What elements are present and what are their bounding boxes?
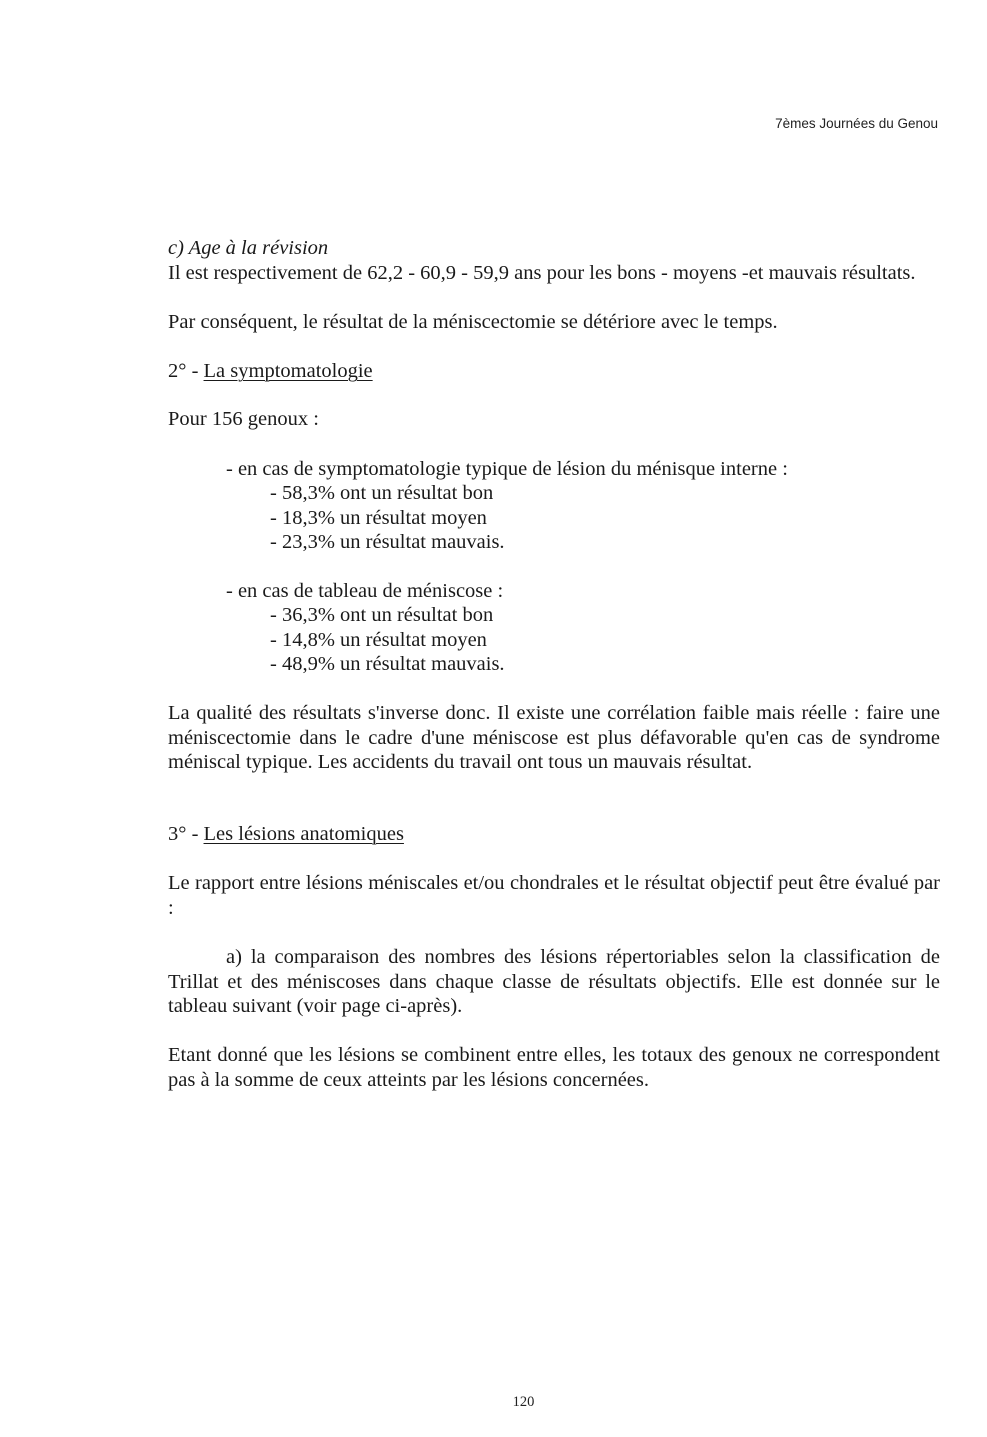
paragraph-age-values: Il est respectivement de 62,2 - 60,9 - 59,9 ans pour les bons - moyens -et mauvais résultats.: [168, 262, 916, 284]
page-number: 120: [512, 1394, 535, 1410]
section-title-symptomatologie: [168, 359, 940, 384]
case-typical-list: [270, 481, 870, 555]
case-meniscose-label: - en cas de tableau de méniscose :: [226, 580, 504, 602]
list-item: - 18,3% un résultat moyen: [270, 506, 487, 529]
section-title-text: Les lésions anatomiques: [203, 823, 404, 845]
paragraph-conclusion: Par conséquent, le résultat de la méniscectomie se détériore avec le temps.: [168, 311, 778, 333]
running-header: 7èmes Journées du Genou: [775, 116, 938, 131]
section-title-text: La symptomatologie: [203, 360, 373, 382]
list-item: - 36,3% ont un résultat bon: [270, 604, 494, 626]
case-typical-label: - en cas de symptomatologie typique de lésion du ménisque interne :: [226, 458, 788, 480]
section-title-lesions: [168, 822, 940, 847]
list-item: - 14,8% un résultat moyen: [270, 628, 487, 651]
list-item: - 23,3% un résultat mauvais.: [270, 531, 505, 553]
section-number: 3° -: [168, 823, 204, 845]
section-number: 2° -: [168, 360, 204, 382]
paragraph-closing: Etant donné que les lésions se combinent entre elles, les totaux des genoux ne correspondent pas à la somme de ceux atteints par les lésions concernées.: [168, 1044, 940, 1091]
list-item: - 58,3% ont un résultat bon: [270, 482, 494, 504]
subheading-age-revision: c) Age à la révision: [168, 237, 329, 259]
list-item: - 48,9% un résultat mauvais.: [270, 653, 505, 675]
paragraph-rapport: Le rapport entre lésions méniscales et/ou chondrales et le résultat objectif peut être évalué par :: [168, 872, 940, 919]
paragraph-point-a: a) la comparaison des nombres des lésions répertoriables selon la classification de Trillat et des méniscoses dans chaque classe de résultats objectifs. Elle est donnée sur le tableau suivant (voir page ci-après).: [168, 946, 940, 1017]
case-meniscose-list: [270, 603, 870, 677]
intro-156-genoux: Pour 156 genoux :: [168, 408, 319, 430]
paragraph-quality-inversion: La qualité des résultats s'inverse donc. Il existe une corrélation faible mais réelle : faire une méniscectomie dans le cadre d'une méniscose est plus défavorable qu'en cas de syndrome méniscal typique. Les accidents du travail ont tous un mauvais résultat.: [168, 702, 940, 773]
